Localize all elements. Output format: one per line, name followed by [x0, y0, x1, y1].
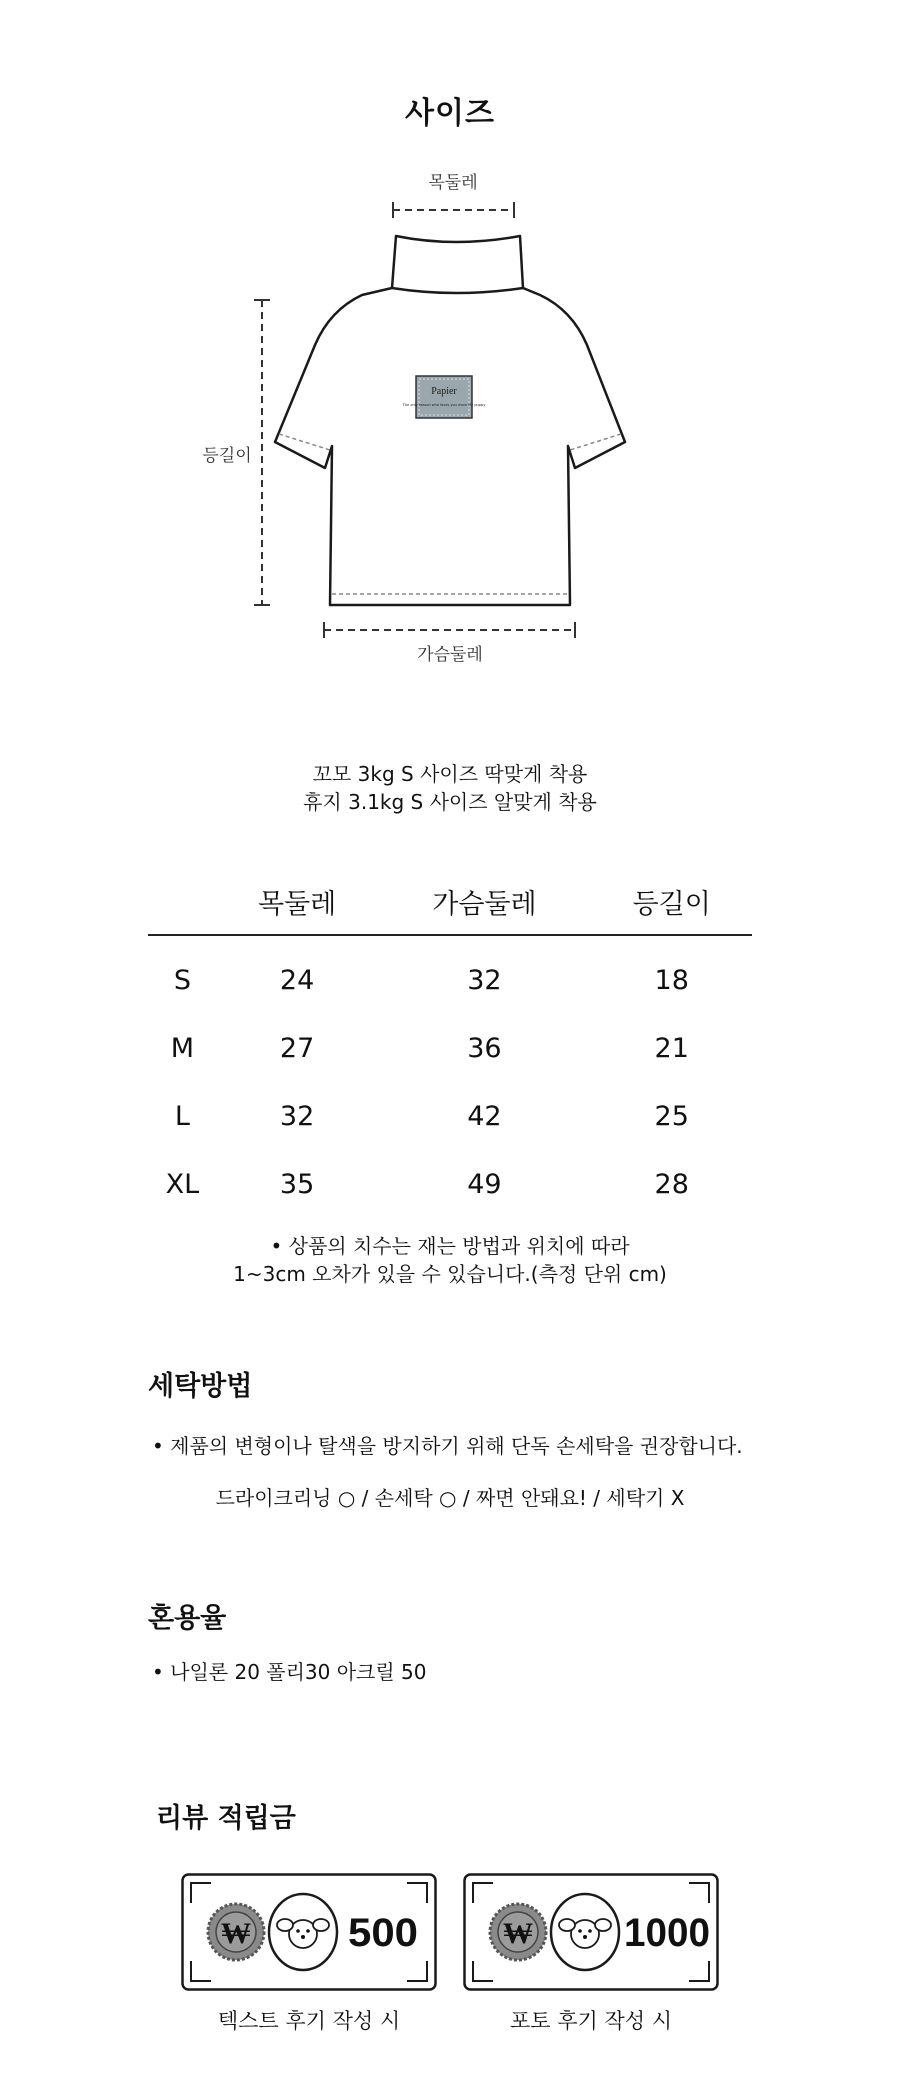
table-row: [148, 1150, 752, 1218]
table-cell: L: [174, 1100, 190, 1132]
table-cell: 24: [279, 964, 315, 996]
reward-card-text: [181, 1873, 437, 1991]
table-row: [148, 935, 752, 1014]
tag-small-text: The only reason who loves you more My puppy: [402, 403, 486, 407]
reward-caption-photo: 포토 후기 작성 시: [509, 2009, 673, 2033]
shirt-diagram: [180, 150, 720, 690]
header-length: 등길이: [632, 888, 711, 920]
svg-text:₩: ₩: [503, 1917, 533, 1950]
chest-label: 가슴둘레: [417, 645, 483, 665]
table-cell: 42: [467, 1100, 502, 1132]
table-cell: 25: [654, 1100, 689, 1132]
shirt-outline: [275, 236, 625, 605]
table-cell: 18: [654, 964, 689, 996]
table-cell: 21: [654, 1032, 689, 1064]
blend-title: 혼용율: [148, 1603, 227, 1634]
reward-card-photo: [463, 1873, 719, 1991]
table-cell: 49: [467, 1168, 502, 1200]
washing-options: 드라이크리닝 ○ / 손세탁 ○ / 짜면 안돼요! / 세탁기 X: [215, 1486, 685, 1510]
table-cell: XL: [165, 1168, 200, 1200]
size-title: 사이즈: [405, 96, 495, 131]
fit-notes: [0, 760, 900, 816]
size-diagram: [180, 150, 720, 690]
table-cell: 28: [654, 1168, 689, 1200]
review-title: 리뷰 적립금: [156, 1803, 296, 1834]
disclaimer-line-1: • 상품의 치수는 재는 방법과 위치에 따라: [270, 1234, 630, 1258]
table-cell: S: [173, 964, 191, 996]
header-size: [148, 868, 217, 935]
measurement-disclaimer: [0, 1232, 900, 1288]
fit-note-2: 휴지 3.1kg S 사이즈 알맞게 착용: [303, 790, 597, 814]
table-cell: M: [170, 1032, 195, 1064]
table-cell: 36: [467, 1032, 502, 1064]
neck-label: 목둘레: [428, 173, 478, 193]
svg-text:₩: ₩: [221, 1917, 251, 1950]
blend-composition: • 나일론 20 폴리30 아크릴 50: [152, 1660, 427, 1684]
table-cell: 27: [279, 1032, 315, 1064]
reward-amount: 1000: [624, 1911, 710, 1955]
washing-title: 세탁방법: [148, 1371, 253, 1402]
table-cell: 32: [467, 964, 502, 996]
washing-instruction: • 제품의 변형이나 탈색을 방지하기 위해 단독 손세탁을 권장합니다.: [152, 1434, 743, 1458]
reward-amount: 500: [348, 1911, 418, 1955]
reward-caption-text: 텍스트 후기 작성 시: [217, 2009, 401, 2033]
size-table-header: [148, 868, 752, 935]
table-cell: 32: [279, 1100, 315, 1132]
table-row: [148, 1014, 752, 1082]
fit-note-1: 꼬모 3kg S 사이즈 딱맞게 착용: [312, 762, 588, 786]
tag-brand-text: Papier: [431, 386, 457, 397]
header-neck: 목둘레: [257, 888, 337, 920]
size-table: [148, 868, 752, 1218]
brand-tag: [416, 376, 472, 418]
banknote-icon: [463, 1873, 719, 1991]
header-chest: 가슴둘레: [432, 888, 537, 920]
banknote-icon: [181, 1873, 437, 1991]
table-cell: 35: [279, 1168, 315, 1200]
disclaimer-line-2: 1~3cm 오차가 있을 수 있습니다.(측정 단위 cm): [233, 1262, 667, 1286]
table-row: [148, 1082, 752, 1150]
length-label: 등길이: [202, 446, 252, 466]
